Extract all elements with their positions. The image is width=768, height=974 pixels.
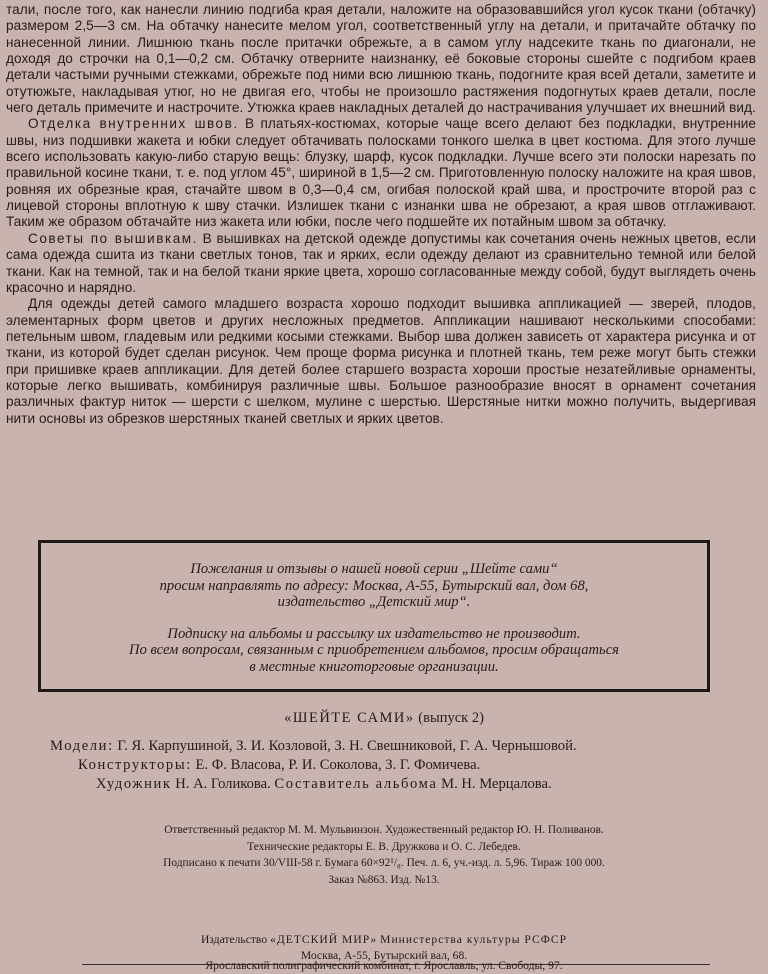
paragraph-inner-seams-text: В платьях-костюмах, которые чаще всего делают без подкладки, внутренние швы, низ подшивки жакета и юбки следует обтачивать полосками тонкого шелка в цвет костюма. Для этого лучше всего использовать какую-либо старую вещь: блузку, шарф, кусок подкладки. Лучше всего эти полоски нарезать по правильной косине ткани, т. е. под углом 45°, шириной в 1,5—2 см. Приготовленную полоску наложите на края швов, ровняя их обрезные края, стачайте швом в 0,3—0,4 см, огибая полоской край шва, и прострочите второй раз с лицевой стороны вплотную к шву стачки. Излишек ткани с изнанки шва не обрезают, а края швов отглаживают. Таким же образом обтачайте низ жакета или юбки, после чего подшейте их потайным швом за обтачку. [6,116,756,230]
series-title [0,710,768,727]
credits-models [50,737,750,756]
notice-line-1: Пожелания и отзывы о нашей новой серии „Шейте сами“ [190,561,558,577]
feedback-notice-box [38,540,710,692]
imprint-block [0,822,768,888]
publisher-block [0,932,768,948]
section-title-inner-seams: Отделка внутренних швов. [28,116,239,132]
paragraph-corner-facing: тали, после того, как нанесли линию подгиба края детали, наложите на образовавшийся угол кусок ткани (обтачку) размером 2,5—3 см. На обтачку нанесите мелом угол, соответственный углу на детали, и притачайте обтачку по нанесенной линии. Лишнюю ткань после притачки обрежьте, а в самом углу надсеките ткань по диагонали, не доходя до строчки на 0,1—0,2 см. Обтачку отверните наизнанку, её боковые стороны сшейте с подгибом краев детали частыми ручными стежками, обрежьте под ними всю лишнюю ткань, подогните края всей детали, заметите и отутюжьте, накладывая утюг, но не двигая его, чтобы не произошло растяжения подогнутых краев детали, после чего деталь примечите и настрочите. Утюжка краев накладных деталей до настрачивания улучшает их внешний вид. [6,2,756,116]
paragraph-embroidery [6,231,756,296]
paragraph-inner-seams [6,116,756,230]
printer-line: Ярославский полиграфический комбинат, г. Ярославль, ул. Свободы, 97. [205,959,563,972]
designers-names: Е. Ф. Власова, Р. И. Соколова, З. Г. Фомичева. [195,757,481,773]
designers-role: Конструкторы: [78,757,192,773]
models-role: Модели: [50,738,114,754]
imprint-order: Заказ №863. Изд. №13. [328,873,440,886]
paragraph-applique: Для одежды детей самого младшего возраста хорошо подходит вышивка аппликацией — зверей, плодов, элементарных форм цветов и других несложных предметов. Аппликации нашивают несколькими способами: петельным швом, гладевым или редкими косыми стежками. Выбор шва должен зависеть от характера рисунка и от ткани, из которой будет сделан рисунок. Чем проще форма рисунка и плотней ткань, тем реже могут быть стежки при пришивке краев аппликации. Для детей более старшего возраста хороши простые незатейливые орнаменты, которые легко вышивать, комбинируя различные швы. Большое разнообразие вносят в орнамент сочетания различных фактур ниток — шерсти с шелком, мулине с шерстью. Шерстяные нитки можно получить, выдергивая нити основы из обрезков шерстяных тканей светлых и ярких цветов. [6,296,756,426]
models-names: Г. Я. Карпушиной, З. И. Козловой, З. Н. Свешниковой, Г. А. Чернышовой. [117,738,577,754]
notice-line-5: По всем вопросам, связанным с приобретением альбомов, просим обращаться [129,642,619,658]
notice-line-6: в местные книготорговые организации. [249,658,499,675]
publisher-line [0,932,768,948]
artist-role: Художник [96,776,172,792]
notice-subscription [41,626,707,676]
series-name: «ШЕЙТЕ САМИ» [284,710,415,726]
notice-line-2: просим направлять по адресу: Москва, А-55, Бутырский вал, дом 68, [159,577,589,594]
notice-line-3: издательство „Детский мир“. [277,594,471,610]
imprint-print-data: Подписано к печати 30/VIII-58 г. Бумага 60×92¹/₈. Печ. л. 6, уч.-изд. л. 5,96. Тираж 100 000. [163,857,605,869]
notice-request [41,561,707,611]
publisher-address: Москва, А-55, Бутырский вал, 68. [300,949,468,962]
section-title-embroidery: Советы по вышивкам. [28,230,198,246]
publisher-name: «ДЕТСКИЙ МИР» [270,933,378,946]
compiler-role: Составитель альбома [274,776,438,792]
artist-name: Н. А. Голикова. [175,776,271,792]
credits-designers [50,756,750,775]
imprint-editors: Ответственный редактор М. М. Мульвинзон. Художественный редактор Ю. Н. Поливанов. [164,824,604,836]
article-body [6,2,756,427]
publisher-ministry: Министерства культуры РСФСР [380,933,568,946]
series-issue: (выпуск 2) [418,710,484,726]
compiler-name: М. Н. Мерцалова. [441,776,552,792]
notice-line-4: Подписку на альбомы и рассылку их издательство не производит. [167,625,581,642]
publisher-prefix: Издательство [200,933,268,946]
credits-artist [50,775,750,794]
paragraph-embroidery-text: В вышивках на детской одежде допустимы как сочетания очень нежных цветов, если сама одежда сшита из ткани светлых тонов, так и ярких, если одежду делают из сравнительно темной или белой ткани. Как на темной, так и на белой ткани яркие цвета, хорошо согласованные между собой, будут выглядеть очень красочно и нарядно. [6,230,757,295]
credits-block [50,737,750,794]
imprint-tech-editors: Технические редакторы Е. В. Дружкова и О. С. Лебедев. [247,840,521,853]
